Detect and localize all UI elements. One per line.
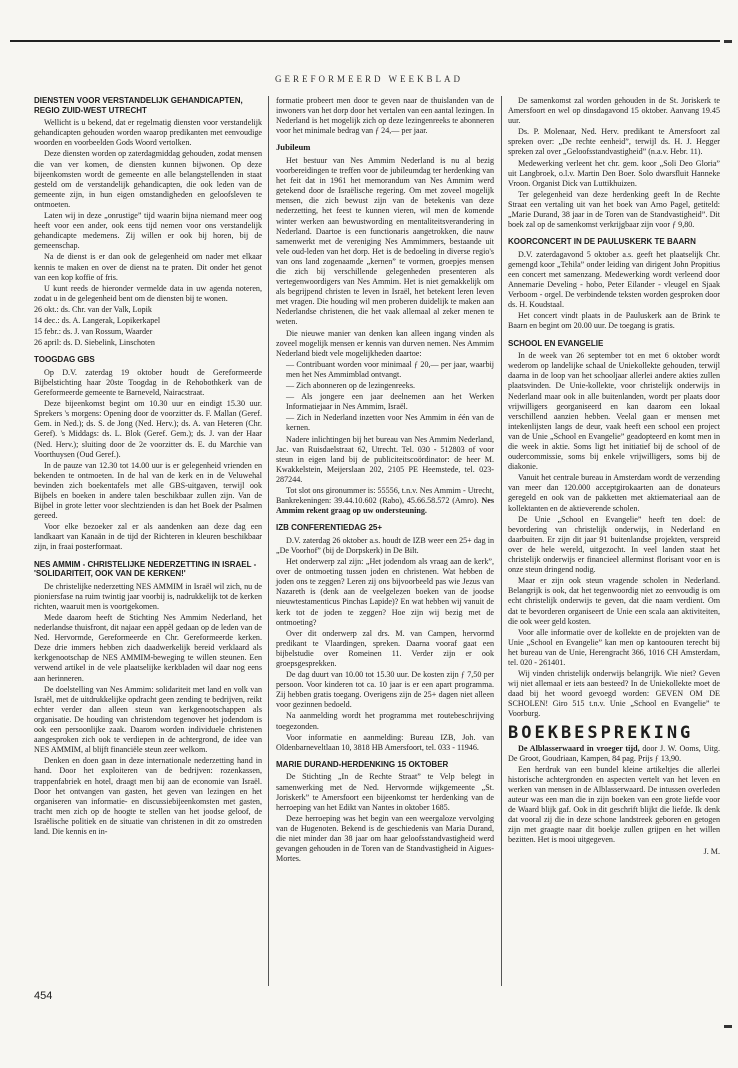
options-list	[276, 360, 494, 434]
article-heading: IZB CONFERENTIEDAG 25+	[276, 523, 383, 533]
page-edge-mark	[724, 40, 732, 43]
date-line: 15 febr.: ds. J. van Rossum, Waarder	[34, 327, 153, 337]
paragraph: D.V. zaterdag 26 oktober a.s. houdt de IZB weer een 25+ dag in „De Voorhof” (bij de Dorpskerk) in De Bilt.	[276, 535, 494, 555]
paragraph: Nadere inlichtingen bij het bureau van Nes Ammim Nederland, Jac. van Ruisdaelstraat 62, Utrecht. Tel. 030 - 512803 of voor steun in eigen land bij de publiciteitscoördinator: de heer M. Kwakkelstein, Meijerslaan 202, 2105 PE Heemstede, tel. 023-287244.	[276, 434, 494, 484]
paragraph: Wij vinden christelijk onderwijs belangrijk. Wie niet? Geven wij niet allemaal er iets aan besteed? In de Uniekollekte moet de daad bij het woord gevoegd worden: GEVEN OM DE SCHOLEN! Giro 515 t.n.v. Unie „School en Evangelie” te Voorburg.	[508, 669, 720, 719]
paragraph: Die nieuwe manier van denken kan alleen ingang vinden als zoveel mogelijk mensen er kennis van durven nemen. Nes Ammim Nederland biedt vele mogelijkheden daartoe:	[276, 328, 494, 358]
list-item: — Contribuant worden voor minimaal ƒ 20,— per jaar, waarbij men het Nes Ammimblad ontvangt.	[286, 359, 494, 379]
paragraph: Ter gelegenheid van deze herdenking geeft In de Rechte Straat een vertaling uit van het boek van Arno Pagel, getiteld: „Marie Durand, 38 jaar in de Toren van de Standvastigheid”. Dit boek zal op de samenkomst verkrijgbaar zijn voor ƒ 9,80.	[508, 189, 720, 230]
paragraph: Wellicht is u bekend, dat er regelmatig diensten voor verstandelijk gehandicapten gehouden worden waarop predikanten met eenvoudige woorden en voorbeelden Gods Woord vertolken.	[34, 118, 262, 148]
page-edge-mark	[724, 1025, 732, 1028]
paragraph: Na aanmelding wordt het programma met routebeschrijving toegezonden.	[276, 711, 494, 731]
date-line: 14 dec.: ds. A. Langerak, Lopikerkapel	[34, 315, 161, 325]
page-number: 454	[34, 990, 53, 1002]
book-details: door J. W. Ooms, Uitg. De Groot, Goudriaan, Kampen, 84 pag. Prijs ƒ 13,90.	[508, 743, 720, 763]
article-heading: NES AMMIM - CHRISTELIJKE NEDERZETTING IN ISRAEL - 'SOLIDARITEIT, OOK VAN DE KERKEN!'	[34, 559, 257, 579]
paragraph: Medewerking verleent het chr. gem. koor „Soli Deo Gloria” uit Langbroek, o.l.v. Martin Den Boer. Solo dwarsfluit Hanneke Vroon. Organist Dick van Luttikhuizen.	[508, 158, 720, 188]
article-heading: DIENSTEN VOOR VERSTANDELIJK GEHANDICAPTEN, REGIO ZUID-WEST UTRECHT	[34, 96, 243, 115]
paragraph: Laten wij in deze „onrustige” tijd waarin bijna niemand meer oog heeft voor een ander, ook eens tijd nemen voor ons verstandelijk gehandicapte medemens. Zij willen er ook bij horen, bij de gemeenschap.	[34, 211, 262, 251]
closing-bold-text: Nes Ammim rekent graag op uw ondersteuning.	[276, 496, 494, 516]
paragraph: De Stichting „In de Rechte Straat” te Velp belegt in samenwerking met de Ned. Hervormde wijkgemeente „St. Joriskerk” te Amersfoort een bijeenkomst ter herdenking van de herroeping van het Edikt van Nantes in oktober 1685.	[276, 772, 494, 812]
date-line: 26 april: ds. D. Siebelink, Linschoten	[34, 338, 155, 348]
article-heading: TOOGDAG GBS	[34, 355, 95, 365]
author-signature: J. M.	[703, 846, 720, 856]
column-1	[34, 96, 262, 838]
article-heading: MARIE DURAND-HERDENKING 15 OKTOBER	[276, 759, 449, 769]
section-title-boekbespreking: BOEKBESPREKING	[508, 722, 694, 743]
list-item: — Als jongere een jaar deelnemen aan het Werken Informatiejaar in Nes Ammim, Israël.	[286, 392, 494, 412]
list-item: — Zich in Nederland inzetten voor Nes Ammim in één van de kernen.	[286, 413, 494, 433]
paragraph: Voor informatie en aanmelding: Bureau IZB, Joh. van Oldenbarneveltlaan 10, 3818 HB Amersfoort, tel. 033 - 11946.	[276, 732, 494, 752]
paragraph: Over dit onderwerp zal drs. M. van Campen, hervormd predikant te Vlaardingen, spreken. Daarna vooraf gaat een bijbelstudie over Romeinen 11. Verder zijn er ook groepsgesprekken.	[276, 628, 494, 668]
column-divider	[268, 96, 269, 986]
column-2	[276, 96, 494, 865]
column-3	[508, 96, 720, 858]
paragraph: Denken en doen gaan in deze internationale nederzetting hand in hand. Door het exploiteren van de bedrijven: rozenkassen, trappenfabriek en hotel, draagt men bij aan de economie van Israël. Door het ontvangen van gasten, het geven van lezingen en het organiseren van informatie- en discussiebijeenkomsten met gasten, tracht men zich op de hoogte te stellen van het joodse geloof, de Israëlische politiek en de situatie van christenen in dit zo omstreden land. Die kennis en in-	[34, 756, 262, 836]
article-heading: KOORCONCERT IN DE PAULUSKERK TE BAARN	[508, 237, 696, 247]
paragraph	[508, 744, 720, 764]
paragraph: In de week van 26 september tot en met 6 oktober wordt wederom op landelijke schaal de Uniekollekte gehouden, terwijl daarna in de loop van het schooljaar allerlei andere akties zullen plaatsvinden. De Unie-kollekte, voor christelijk onderwijs in Nederland maar ook in alle buitenlanden, wordt per plaats door vrijwilligers georganiseerd en kan daarom een lokaal verschillend aanzien hebben. Veelal gaan er mensen met intekenlijsten langs de deur, vaak heeft een school een project van de Unie „School en Evangelie” geadopteerd en komt men in die week in aktie. Soms ligt het initiatief bij de school of de oudercommissie, soms bij enkele vrijwilligers, soms bij de diakonie.	[508, 351, 720, 472]
giro-text: Tot slot ons gironummer is: 55556, t.n.v. Nes Ammim - Utrecht, Bankrekeningen: 39.44.10.602 (Rabo), 45.66.58.572 (Amro).	[276, 485, 494, 506]
paragraph: Een herdruk van een bundel kleine artikeltjes die allerlei historische achtergronden en aspecten vertelt van het leven en werken van mensen in de Alblasserwaard. De intussen overleden auteur was een man die in zijn boeken van een grote liefde voor de Waard blijk gaf. Ook in dit geschrift blijkt die liefde. Ik denk dat vooral zij die in deze schone landstreek geboren en getogen zijn met graagte naar dit boekje zullen grijpen en het willen bezitten. Het is mooi uitgegeven.	[508, 764, 720, 845]
paragraph: D.V. zaterdagavond 5 oktober a.s. geeft het plaatselijk Chr. gemengd koor „Tehila” onder leiding van dirigent John Propitius een concert met samenzang. Medewerking wordt verleend door Annemarie Develing - hobo, Peter Eilander - vleugel en Sjaak Verboom - orgel. De verbindende teksten worden gesproken door ds. H. Koudstaal.	[508, 249, 720, 310]
paragraph: Na de dienst is er dan ook de gelegenheid om nader met elkaar kennis te maken en over de dienst na te praten. Dit onder het genot van een kop koffie of fris.	[34, 252, 262, 282]
paragraph: Het bestuur van Nes Ammim Nederland is nu al bezig voorbereidingen te treffen voor de jubileumdag ter herdenking van het feit dat in 1961 het memorandum van Nes Ammim werd getekend door de Israëlische regering. Om met zoveel mogelijk mensen, die zich bewust zijn van de betekenis van deze nederzetting, het feest te kunnen vieren, wil men de komende winter werken aan bewustwording en mentaliteitsverandering in Nederland. Daartoe is een functionaris aangetrokken, die nauw samenwerkt met de vereniging Nes Ammimmers, bestaande uit vele oud-leden van het dorp. Het is de bedoeling in diverse regio's van ons land zogenaamde „kernen” te vormen, groepjes mensen die zich bij verschillende gelegenheden presenteren als vertegenwoordigers van Nes Ammim. Het is niet gemakkelijk om als begrijpend christen te leven in Israël, het betekent leren leven met vragen. Die houding wil men proberen duidelijk te maken aan Nederlandse christenen, die het vaak allemaal al zeker menen te weten.	[276, 155, 494, 327]
paragraph: De Unie „School en Evangelie” heeft ten doel: de bevordering van christelijk onderwijs, in Nederland en daarbuiten. Er zijn dit jaar 91 buitenlandse projekten, verspreid over de hele wereld, uitgezocht. In veel landen staat het christelijk onderwijs er financieel allerminst florisant voor en is onze steun dringend nodig.	[508, 514, 720, 575]
section-subheading: Jubileum	[276, 142, 311, 153]
date-line: 26 okt.: ds. Chr. van der Valk, Lopik	[34, 304, 152, 314]
paragraph: Maar er zijn ook steun vragende scholen in Nederland. Belangrijk is ook, dat het tegenwoordig niet zo eenvoudig is om echt christelijk onderwijs te geven, dat die naam verdient. Om dat te bevorderen organiseert de Unie een scala aan aktiviteiten, die ook weer geld kosten.	[508, 576, 720, 626]
paragraph	[276, 486, 494, 516]
top-rule	[10, 40, 720, 42]
paragraph: formatie probeert men door te geven naar de thuislanden van de inwoners van het dorp door het vertalen van een aantal lezingen. In Nederland is het mogelijk zich op deze lezingenreeks te abonneren voor het minimale bedrag van ƒ 24,— per jaar.	[276, 96, 494, 136]
paragraph: Vanuit het centrale bureau in Amsterdam wordt de verzending van meer dan 120.000 acceptgirokaarten aan de donateurs geregeld en ook van de pakketten met aktiemateriaal aan de kollektanten en de aktieverende scholen.	[508, 473, 720, 513]
paragraph: Deze diensten worden op zaterdagmiddag gehouden, zodat mensen die van ver komen, de diensten kunnen bijwonen. Op deze bijeenkomsten wordt de gemeente en alle belangstellenden in staat gesteld om de verstandelijk gehandicapten, die ook leden van de gemeente zijn, in hun eigen omstandigheden en geloofsleven te ontmoeten.	[34, 149, 262, 209]
paragraph: Mede daarom heeft de Stichting Nes Ammim Nederland, het nederlandse thuisfront, dit najaar een appèl gedaan op de leden van de Ned. Hervormde, Gereformeerde en Chr. Gereformeerde kerken. Deze drie immers hebben zich daadwerkelijk bereid verklaard als kerkgenootschap de NES AMMIM-beweging te willen steunen. Een verwend artikel in de vele plaatselijke kerkbladen wil daar nog eens aan herinneren.	[34, 613, 262, 683]
paragraph: Het onderwerp zal zijn: „Het jodendom als vraag aan de kerk”, over de ontmoeting tussen joden en christenen. Wat hebben de joden ons te zeggen? Leren zij ons bijvoorbeeld pas wie Jezus van Nazareth is (denk aan de veelgelezen boeken van de joodse nieuwtestamenticus Pinchas Lapide)? En wat hebben wij vanuit de kerk tot de joden te zeggen? Hoe zijn wij bezig met de ontmoeting?	[276, 557, 494, 627]
masthead: GEREFORMEERD WEEKBLAD	[274, 74, 464, 84]
paragraph: In de pauze van 12.30 tot 14.00 uur is er gelegenheid vrienden en bekenden te ontmoeten. In de hal van de kerk en in de Veluwehal bevinden zich boekentafels met alle GBS-uitgaven, terwijl ook Bijbels en boeken in andere talen beschikbaar zullen zijn. Van de Bijbel in grote letter voor slechtzienden is dan het Boek der Psalmen gereed.	[34, 460, 262, 521]
paragraph: Op D.V. zaterdag 19 oktober houdt de Gereformeerde Bijbelstichting haar 20ste Toogdag in de Rehobothkerk van de Gereformeerde gemeente te Barneveld, Nairacstraat.	[34, 367, 262, 398]
paragraph: Ds. P. Molenaar, Ned. Herv. predikant te Amersfoort zal spreken over: „De rechte eenheid”, terwijl ds. H. J. Hegger spreken zal over „Geloofsstandvastigheid” (n.a.v. Hebr. 11).	[508, 127, 720, 157]
book-title: De Alblasserwaard in vroeger tijd,	[518, 743, 640, 753]
paragraph: De christelijke nederzetting NES AMMIM in Israël wil zich, nu de pioniersfase na ruim twintig jaar voorbij is, nadrukkelijk tot de kerken richten, waaruit men is voortgekomen.	[34, 581, 262, 611]
paragraph: Deze bijeenkomst begint om 10.30 uur en eindigt 15.30 uur. Sprekers 's morgens: Opening door de voorzitter ds. F. Mallan (Geref. Gem. in Ned.); ds. S. de Jong (Ned. Herv.); ds. A. van Heteren (Chr. Geref). 's Middags: ds. L. Blok (Geref. Gem.); ds. J. van der Haar (Ned. Herv.); sluiting door de 2e voorzitter ds. E. du Marchie van Voorthuysen (Oud Geref.).	[34, 399, 262, 459]
paragraph: Voor elke bezoeker zal er als aandenken aan deze dag een landkaart van Kanaän in de tijd der Richteren in kleuren beschikbaar zijn, in fraai posterformaat.	[34, 522, 262, 552]
paragraph: De samenkomst zal worden gehouden in de St. Joriskerk te Amersfoort en wel op dinsdagavond 15 oktober. Aanvang 19.45 uur.	[508, 96, 720, 126]
list-item: — Zich abonneren op de lezingenreeks.	[286, 381, 415, 391]
paragraph: De doelstelling van Nes Ammim: solidariteit met land en volk van Israël, met de uitdrukkelijke opdracht geen zending te bedrijven, reikt echter verder dan alleen steun van kerkgenootschappen als organisatie. De houding van christendom tegenover het jodendom is ook een persoonlijke zaak. Daarom worden individuele christenen aangesproken zich ook te verdiepen in de achtergrond, de idee van NES AMMIM, al blijft financiële steun zeer welkom.	[34, 684, 262, 755]
paragraph: Voor alle informatie over de kollekte en de projekten van de Unie „School en Evangelie” kan men op kantoouren terecht bij het bureau van de Unie, Herengracht 366, 1016 CH Amsterdam, tel. 020 - 261401.	[508, 627, 720, 667]
paragraph: Deze herroeping was het begin van een weergaloze vervolging van de Hugenoten. Bekend is de geschiedenis van Maria Durand, die niet minder dan 38 jaar om haar geloofsstandvastigheid werd gevangen gehouden in de Toren van de Standvastigheid in Aigues-Mortes.	[276, 813, 494, 864]
column-divider	[501, 96, 502, 986]
paragraph: Het concert vindt plaats in de Pauluskerk aan de Brink te Baarn en begint om 20.00 uur. De toegang is gratis.	[508, 311, 720, 331]
article-heading: SCHOOL EN EVANGELIE	[508, 338, 604, 348]
paragraph: U kunt reeds de hieronder vermelde data in uw agenda noteren, zodat u in de gelegenheid bent om de diensten bij te wonen.	[34, 283, 262, 303]
paragraph: De dag duurt van 10.00 tot 15.30 uur. De kosten zijn ƒ 7,50 per persoon. Voor kinderen tot ca. 10 jaar is er een apart programma. Zij hebben gratis toegang. Overigens zijn de 25+ dagen niet alleen voor gezinnen bedoeld.	[276, 670, 494, 710]
